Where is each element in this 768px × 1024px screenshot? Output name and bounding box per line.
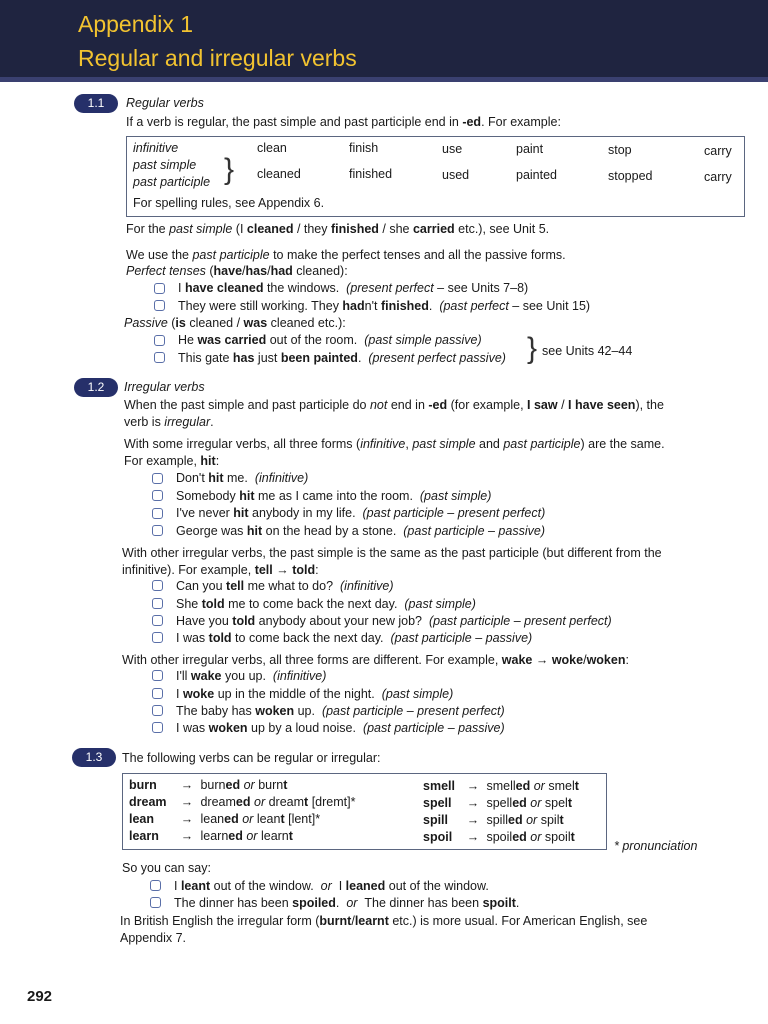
section-heading-1-2: Irregular verbs (124, 380, 205, 394)
verb-row-spoil: spoil → spoiled or spoilt (423, 830, 575, 844)
past-finished: finished (349, 167, 393, 181)
british-english-note: In British English the irregular form (burnt/learnt etc.) is more usual. For American English, see Appendix 7. (120, 914, 648, 945)
bullet-icon (152, 490, 163, 501)
inf-carry: carry (704, 144, 732, 158)
bullet-icon (152, 525, 163, 536)
irregular-intro: When the past simple and past participle do not end in -ed (for example, I saw / I have seen), the verb is irregular. (124, 398, 664, 429)
inf-clean: clean (257, 141, 287, 155)
inf-paint: paint (516, 142, 544, 156)
bullet-icon (150, 897, 161, 908)
example-tell-3: Have you told anybody about your new job? (past participle – present perfect) (176, 614, 612, 628)
example-hit-1: Don't hit me. (infinitive) (176, 471, 309, 485)
example-hit-4: George was hit on the head by a stone. (past participle – passive) (176, 524, 545, 538)
example-leant: I leant out of the window. or I leaned out of the window. (174, 879, 489, 893)
header-stripe (0, 77, 768, 82)
bullet-icon (152, 632, 163, 643)
verb-row-learn: learn → learned or learnt (129, 829, 293, 843)
bullet-icon (154, 335, 165, 346)
bullet-icon (152, 670, 163, 681)
example-tell-4: I was told to come back the next day. (past participle – passive) (176, 631, 533, 645)
perfect-tenses-heading: Perfect tenses (have/has/had cleaned): (126, 264, 348, 278)
example-passive-1: He was carried out of the room. (past simple passive) (178, 333, 482, 347)
example-hit-3: I've never hit anybody in my life. (past participle – present perfect) (176, 506, 546, 520)
example-perfect-1: I have cleaned the windows. (present perfect – see Units 7–8) (178, 281, 529, 295)
verb-row-smell: smell → smelled or smelt (423, 779, 579, 793)
passive-heading: Passive (is cleaned / was cleaned etc.): (124, 316, 346, 330)
verb-row-spill: spill → spilled or spilt (423, 813, 564, 827)
bullet-icon (152, 688, 163, 699)
past-cleaned: cleaned (257, 167, 301, 181)
example-wake-3: The baby has woken up. (past participle – present perfect) (176, 704, 505, 718)
page-header (0, 0, 768, 82)
bullet-icon (152, 722, 163, 733)
regular-irregular-verbs-table (122, 773, 607, 850)
inf-finish: finish (349, 141, 379, 155)
tell-intro: With other irregular verbs, the past simple is the same as the past participle (but different from the infinitive). For example, tell → told: (122, 546, 662, 577)
example-passive-2: This gate has just been painted. (present perfect passive) (178, 351, 506, 365)
regular-verbs-table (126, 136, 745, 217)
passive-units-reference: see Units 42–44 (542, 344, 633, 358)
example-tell-1: Can you tell me what to do? (infinitive) (176, 579, 394, 593)
section-heading-1-3: The following verbs can be regular or irregular: (122, 751, 381, 765)
bullet-icon (154, 283, 165, 294)
past-participle-usage: We use the past participle to make the perfect tenses and all the passive forms. (126, 248, 566, 262)
bullet-icon (152, 580, 163, 591)
example-wake-4: I was woken up by a loud noise. (past participle – passive) (176, 721, 505, 735)
page-number: 292 (27, 988, 53, 1005)
spelling-note: For spelling rules, see Appendix 6. (133, 196, 325, 210)
verb-row-spell: spell → spelled or spelt (423, 796, 572, 810)
bullet-icon (150, 880, 161, 891)
section-number-1-1: 1.1 (74, 94, 118, 113)
section-number-1-3: 1.3 (72, 748, 116, 767)
passive-brace: } (527, 332, 538, 365)
bullet-icon (154, 352, 165, 363)
past-used: used (442, 168, 470, 182)
verb-row-burn: burn → burned or burnt (129, 778, 288, 792)
inf-stop: stop (608, 143, 632, 157)
example-perfect-2: They were still working. They hadn't finished. (past perfect – see Unit 15) (178, 299, 591, 313)
verb-row-dream: dream → dreamed or dreamt [dremt]* (129, 795, 356, 809)
past-stopped: stopped (608, 169, 653, 183)
appendix-title: Appendix 1 (78, 11, 194, 37)
bullet-icon (152, 598, 163, 609)
bullet-icon (152, 705, 163, 716)
same-forms-intro: With some irregular verbs, all three forms (infinitive, past simple and past participle) are the same. For example, hit: (124, 437, 665, 468)
label-infinitive: infinitive (133, 141, 179, 155)
past-painted: painted (516, 168, 558, 182)
pronunciation-note: * pronunciation (614, 839, 698, 853)
so-you-can-say: So you can say: (122, 861, 211, 875)
verb-row-lean: lean → leaned or leant [lent]* (129, 812, 321, 826)
example-wake-1: I'll wake you up. (infinitive) (176, 669, 327, 683)
section-heading-1-1: Regular verbs (126, 96, 204, 110)
appendix-subtitle: Regular and irregular verbs (78, 45, 357, 71)
label-past-simple: past simple (133, 158, 197, 172)
example-wake-2: I woke up in the middle of the night. (past simple) (176, 687, 454, 701)
bullet-icon (152, 473, 163, 484)
section-number-1-2: 1.2 (74, 378, 118, 397)
bullet-icon (152, 615, 163, 626)
bullet-icon (152, 508, 163, 519)
regular-intro: If a verb is regular, the past simple and past participle end in -ed. For example: (126, 115, 561, 129)
example-tell-2: She told me to come back the next day. (past simple) (176, 597, 476, 611)
past-carry: carry (704, 170, 732, 184)
label-past-participle: past participle (133, 175, 211, 189)
inf-use: use (442, 142, 463, 156)
past-simple-reference: For the past simple (I cleaned / they finished / she carried etc.), see Unit 5. (126, 222, 550, 236)
wake-intro: With other irregular verbs, all three forms are different. For example, wake → woke/woken: (122, 653, 629, 667)
table-brace: } (224, 153, 235, 186)
example-spoilt: The dinner has been spoiled. or The dinner has been spoilt. (174, 896, 520, 910)
bullet-icon (154, 300, 165, 311)
example-hit-2: Somebody hit me as I came into the room. (past simple) (176, 489, 492, 503)
